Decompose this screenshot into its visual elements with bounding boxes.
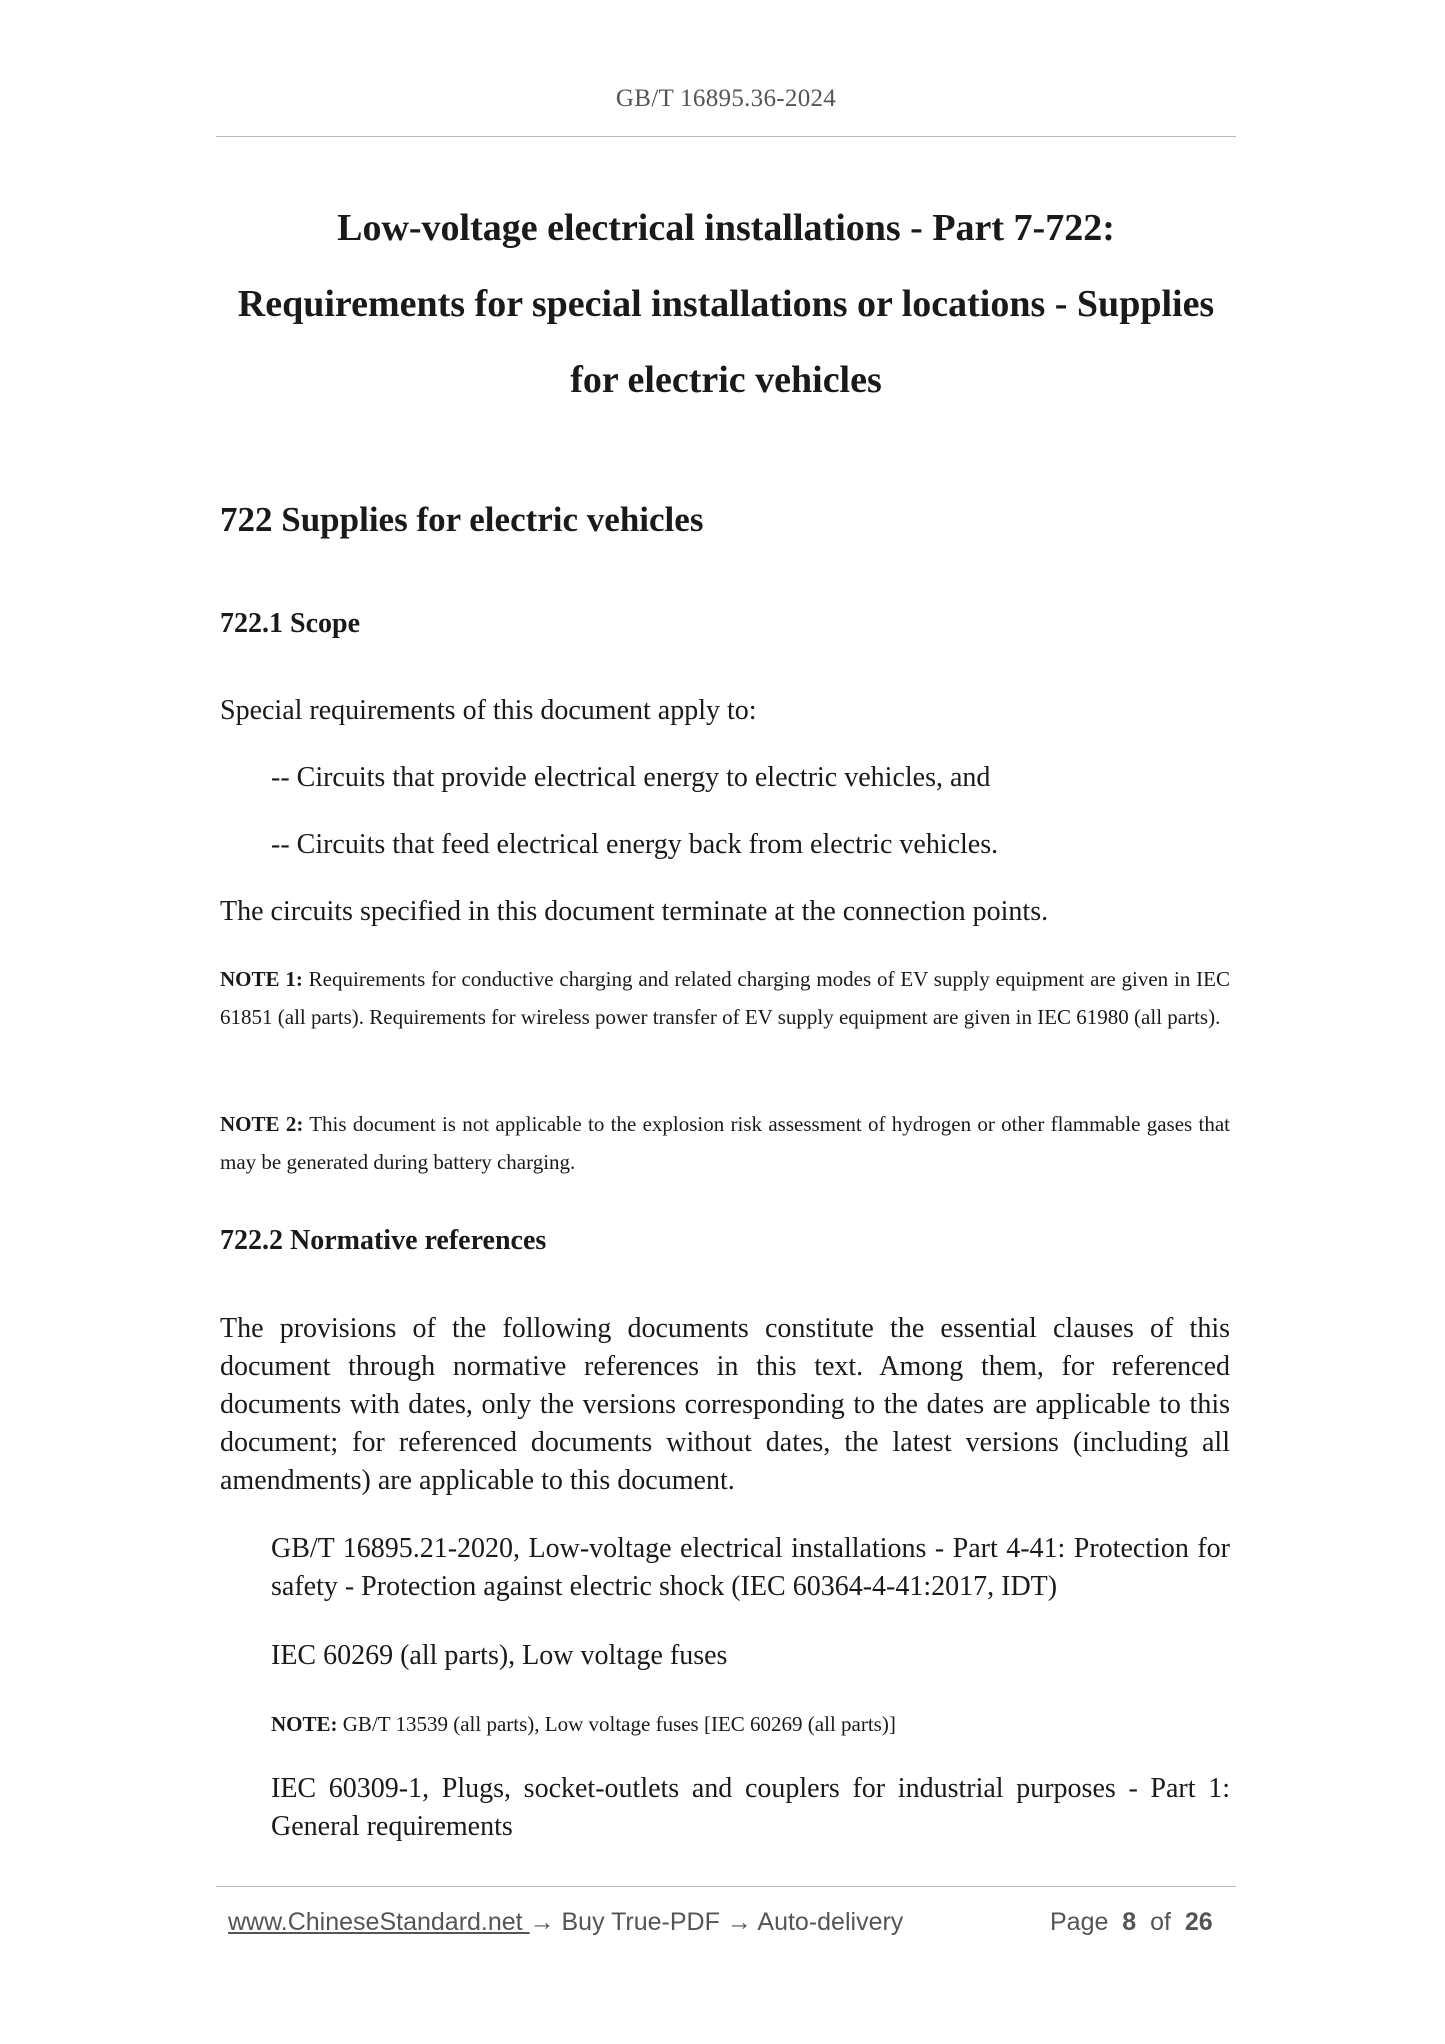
scope-item-2: -- Circuits that feed electrical energy back from electric vehicles. (271, 829, 999, 860)
title-line-2: Requirements for special installations or locations - Supplies (237, 283, 1215, 325)
note-1-label: NOTE 1: (220, 967, 303, 991)
page-number: 8 (1122, 1908, 1137, 1936)
scope-item-1: -- Circuits that provide electrical energy to electric vehicles, and (271, 762, 991, 793)
section-heading: 722 Supplies for electric vehicles (220, 500, 704, 539)
reference-2: IEC 60269 (all parts), Low voltage fuses (271, 1640, 728, 1671)
page-total: 26 (1184, 1908, 1213, 1936)
footer-site-link[interactable]: www.ChineseStandard.net (228, 1908, 530, 1936)
reference-note (271, 1705, 1230, 1743)
scope-intro: Special requirements of this document apply to: (220, 695, 757, 726)
reference-note-label: NOTE: (271, 1712, 338, 1736)
page-indicator (1050, 1908, 1213, 1937)
note-2-text: This document is not applicable to the explosion risk assessment of hydrogen or other flammable gases that may be generated during battery charging. (220, 1112, 1230, 1174)
normative-heading: 722.2 Normative references (220, 1225, 547, 1256)
document-title (216, 190, 1236, 418)
scope-terminate: The circuits specified in this document terminate at the connection points. (220, 896, 1049, 927)
footer-buy-text: → Buy True-PDF → Auto-delivery (529, 1908, 904, 1936)
scope-heading: 722.1 Scope (220, 608, 360, 639)
header-divider (216, 136, 1236, 137)
note-1-text: Requirements for conductive charging and related charging modes of EV supply equipment are given in IEC 61851 (all parts). Requirements for wireless power transfer of EV supply equipment are given in IEC 61980 (all parts). (220, 967, 1230, 1029)
note-1 (220, 960, 1230, 1036)
title-line-1: Low-voltage electrical installations - Part 7-722: (337, 207, 1115, 249)
reference-3: IEC 60309-1, Plugs, socket-outlets and couplers for industrial purposes - Part 1: General requirements (271, 1773, 1230, 1842)
note-2-label: NOTE 2: (220, 1112, 304, 1136)
note-2 (220, 1105, 1230, 1181)
page-word: Page (1050, 1908, 1109, 1936)
footer-left (228, 1908, 903, 1937)
reference-note-text: GB/T 13539 (all parts), Low voltage fuses [IEC 60269 (all parts)] (337, 1712, 896, 1736)
title-line-3: for electric vehicles (570, 359, 882, 401)
footer-divider (216, 1886, 1236, 1887)
header-doc-id: GB/T 16895.36-2024 (615, 85, 837, 112)
normative-intro: The provisions of the following documents constitute the essential clauses of this document through normative references in this text. Among them, for referenced documents with dates, only the versions corresponding to the dates are applicable to this document; for referenced documents without dates, the latest versions (including all amendments) are applicable to this document. (220, 1313, 1230, 1496)
of-word: of (1150, 1908, 1171, 1936)
reference-1: GB/T 16895.21-2020, Low-voltage electrical installations - Part 4-41: Protection for safety - Protection against electric shock (IEC 60364-4-41:2017, IDT) (271, 1533, 1230, 1602)
